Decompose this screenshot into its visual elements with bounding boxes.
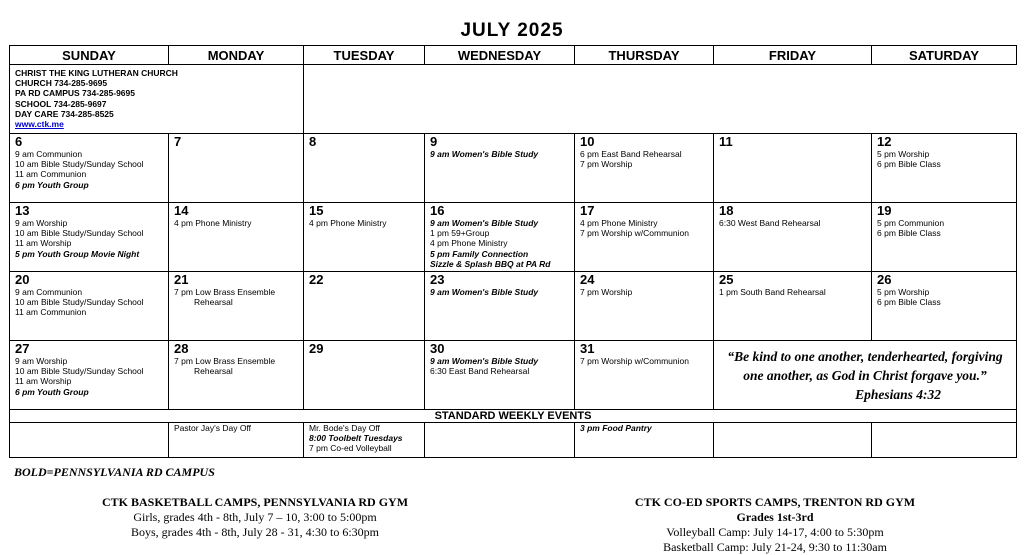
calendar-event: 5 pm Worship bbox=[877, 287, 930, 297]
calendar-event: 10 am Bible Study/Sunday School bbox=[15, 159, 144, 170]
day-events bbox=[430, 218, 569, 269]
standard-weekly-event: Pastor Jay's Day Off bbox=[174, 423, 252, 433]
day-events bbox=[174, 287, 298, 307]
day-number: 14 bbox=[174, 203, 189, 218]
basketball-camps-boys: Boys, grades 4th - 8th, July 28 - 31, 4:30 to 6:30pm bbox=[131, 525, 379, 539]
weekday-monday: MONDAY bbox=[169, 46, 304, 65]
scripture-quote-cell bbox=[714, 341, 1017, 410]
standard-weekly-event: 8:00 Toolbelt Tuesdays bbox=[309, 433, 403, 444]
calendar-event: 6 pm Bible Class bbox=[877, 159, 941, 170]
day-number: 8 bbox=[309, 134, 317, 149]
day-cell bbox=[304, 341, 425, 410]
standard-weekly-event: 7 pm Co-ed Volleyball bbox=[309, 443, 392, 454]
scripture-quote-line: one another, as God in Christ forgave you.” bbox=[743, 368, 987, 383]
day-events bbox=[15, 287, 163, 318]
day-cell bbox=[425, 272, 575, 341]
campus-legend: BOLD=PENNSYLVANIA RD CAMPUS bbox=[14, 465, 215, 479]
day-cell bbox=[10, 134, 169, 203]
week-row bbox=[10, 203, 1017, 272]
day-cell bbox=[10, 203, 169, 272]
basketball-camps-title: CTK BASKETBALL CAMPS, PENNSYLVANIA RD GYM bbox=[101, 495, 409, 509]
day-events bbox=[580, 218, 708, 238]
calendar-event: 10 am Bible Study/Sunday School bbox=[15, 228, 144, 239]
day-events bbox=[309, 218, 419, 228]
standard-weekly-cell bbox=[575, 423, 714, 458]
church-info-school: SCHOOL 734-285-9697 bbox=[15, 98, 107, 109]
calendar-event: 5 pm Communion bbox=[877, 218, 945, 228]
day-cell bbox=[169, 203, 304, 272]
week-row bbox=[10, 134, 1017, 203]
sports-camps bbox=[595, 495, 955, 555]
calendar-event: 9 am Women's Bible Study bbox=[430, 287, 539, 297]
basketball-camps bbox=[75, 495, 435, 540]
day-events bbox=[430, 287, 569, 297]
day-cell bbox=[425, 341, 575, 410]
day-number: 6 bbox=[15, 134, 23, 149]
church-info-pa-rd: PA RD CAMPUS 734-285-9695 bbox=[15, 88, 135, 99]
day-number: 20 bbox=[15, 272, 30, 287]
day-number: 30 bbox=[430, 341, 445, 356]
calendar-event: 10 am Bible Study/Sunday School bbox=[15, 297, 144, 308]
day-cell bbox=[169, 134, 304, 203]
calendar-event: 11 am Communion bbox=[15, 169, 87, 180]
weekday-header-row bbox=[10, 46, 1017, 65]
standard-weekly-header: STANDARD WEEKLY EVENTS bbox=[10, 410, 1017, 423]
calendar-event: 9 am Women's Bible Study bbox=[430, 218, 539, 228]
day-events bbox=[15, 356, 163, 397]
day-events bbox=[430, 149, 569, 159]
week-row bbox=[10, 65, 1017, 134]
church-info-daycare: DAY CARE 734-285-8525 bbox=[15, 108, 114, 119]
church-info bbox=[15, 65, 298, 129]
standard-weekly-header-row bbox=[10, 410, 1017, 423]
standard-weekly-events bbox=[309, 423, 419, 454]
calendar-event: 4 pm Phone Ministry bbox=[580, 218, 658, 228]
day-cell bbox=[575, 134, 714, 203]
calendar-event: 6 pm Youth Group bbox=[15, 386, 89, 397]
day-number: 15 bbox=[309, 203, 324, 218]
day-events bbox=[174, 218, 298, 228]
day-number: 18 bbox=[719, 203, 734, 218]
sports-camps-grades: Grades 1st-3rd bbox=[736, 510, 814, 524]
day-number: 10 bbox=[580, 134, 595, 149]
day-number: 17 bbox=[580, 203, 595, 218]
standard-weekly-cell bbox=[425, 423, 575, 458]
day-events bbox=[174, 356, 298, 376]
day-number: 19 bbox=[877, 203, 892, 218]
calendar-event: 9 am Communion bbox=[15, 287, 83, 297]
standard-weekly-event: Mr. Bode's Day Off bbox=[309, 423, 380, 433]
day-number: 22 bbox=[309, 272, 324, 287]
day-number: 31 bbox=[580, 341, 595, 356]
day-cell bbox=[169, 341, 304, 410]
calendar-event: 11 am Worship bbox=[15, 238, 72, 249]
calendar-event: 6 pm Youth Group bbox=[15, 179, 89, 190]
day-cell bbox=[304, 134, 425, 203]
calendar-event: Rehearsal bbox=[194, 366, 233, 377]
day-cell bbox=[10, 272, 169, 341]
sports-camps-title: CTK CO-ED SPORTS CAMPS, TRENTON RD GYM bbox=[634, 495, 916, 509]
scripture-quote bbox=[719, 341, 1011, 404]
day-cell bbox=[575, 341, 714, 410]
calendar-event: 9 am Women's Bible Study bbox=[430, 356, 539, 366]
calendar-event: 6:30 West Band Rehearsal bbox=[719, 218, 821, 228]
day-cell bbox=[575, 203, 714, 272]
day-events bbox=[430, 356, 569, 376]
standard-weekly-cell bbox=[872, 423, 1017, 458]
weekday-tuesday: TUESDAY bbox=[304, 46, 425, 65]
standard-weekly-cell bbox=[304, 423, 425, 458]
week-row bbox=[10, 341, 1017, 410]
standard-weekly-cell bbox=[10, 423, 169, 458]
basketball-camps-girls: Girls, grades 4th - 8th, July 7 – 10, 3:00 to 5:00pm bbox=[133, 510, 377, 524]
standard-weekly-events bbox=[174, 423, 298, 433]
calendar-event: 7 pm Worship w/Communion bbox=[580, 356, 689, 366]
calendar-title: JULY 2025 bbox=[460, 20, 564, 41]
calendar-table bbox=[9, 45, 1017, 458]
day-events bbox=[877, 218, 1011, 238]
church-info-church: CHRIST THE KING LUTHERAN CHURCH bbox=[15, 68, 178, 78]
day-number: 26 bbox=[877, 272, 892, 287]
day-number: 16 bbox=[430, 203, 445, 218]
day-number: 23 bbox=[430, 272, 445, 287]
calendar-event: 1 pm 59+Group bbox=[430, 228, 490, 239]
day-cell bbox=[10, 341, 169, 410]
day-cell bbox=[872, 272, 1017, 341]
day-cell bbox=[714, 272, 872, 341]
calendar-event: 9 am Women's Bible Study bbox=[430, 149, 539, 159]
day-cell bbox=[304, 203, 425, 272]
day-number: 29 bbox=[309, 341, 324, 356]
calendar-event: 6 pm Bible Class bbox=[877, 297, 941, 308]
church-info-cell bbox=[10, 65, 304, 134]
calendar-event: 11 am Worship bbox=[15, 376, 72, 387]
calendar-event: 6 pm Bible Class bbox=[877, 228, 941, 239]
day-events bbox=[719, 287, 866, 297]
day-cell bbox=[304, 272, 425, 341]
calendar-event: 10 am Bible Study/Sunday School bbox=[15, 366, 144, 377]
standard-weekly-cell bbox=[714, 423, 872, 458]
day-events bbox=[877, 149, 1011, 169]
calendar-event: 5 pm Youth Group Movie Night bbox=[15, 248, 140, 259]
calendar-event: 11 am Communion bbox=[15, 307, 87, 318]
calendar-event: 7 pm Worship w/Communion bbox=[580, 228, 689, 239]
calendar-event: 7 pm Low Brass Ensemble bbox=[174, 356, 276, 366]
calendar-event: 7 pm Worship bbox=[580, 159, 633, 170]
sports-camps-basketball: Basketball Camp: July 21-24, 9:30 to 11:30am bbox=[663, 540, 887, 554]
church-website-link[interactable]: www.ctk.me bbox=[15, 119, 64, 130]
calendar-event: 1 pm South Band Rehearsal bbox=[719, 287, 826, 297]
calendar-event: 9 am Worship bbox=[15, 218, 68, 228]
day-events bbox=[15, 149, 163, 190]
calendar-event: Rehearsal bbox=[194, 297, 233, 308]
scripture-reference: Ephesians 4:32 bbox=[855, 387, 941, 402]
day-cell bbox=[714, 203, 872, 272]
day-number: 7 bbox=[174, 134, 182, 149]
day-cell bbox=[872, 203, 1017, 272]
weekday-thursday: THURSDAY bbox=[575, 46, 714, 65]
weekday-wednesday: WEDNESDAY bbox=[425, 46, 575, 65]
calendar-event: 5 pm Family Connection bbox=[430, 248, 529, 259]
day-number: 12 bbox=[877, 134, 892, 149]
week-row bbox=[10, 272, 1017, 341]
calendar-event: 4 pm Phone Ministry bbox=[309, 218, 387, 228]
day-cell bbox=[872, 134, 1017, 203]
weekday-saturday: SATURDAY bbox=[872, 46, 1017, 65]
day-number: 24 bbox=[580, 272, 595, 287]
calendar-event: Sizzle & Splash BBQ at PA Rd bbox=[430, 258, 551, 269]
calendar-event: 5 pm Worship bbox=[877, 149, 930, 159]
church-info-church-phone: CHURCH 734-285-9695 bbox=[15, 78, 108, 89]
calendar-event: 6 pm East Band Rehearsal bbox=[580, 149, 682, 159]
calendar-event: 7 pm Low Brass Ensemble bbox=[174, 287, 276, 297]
day-number: 21 bbox=[174, 272, 189, 287]
calendar-event: 9 am Communion bbox=[15, 149, 83, 159]
standard-weekly-event: 3 pm Food Pantry bbox=[580, 423, 652, 433]
day-number: 27 bbox=[15, 341, 30, 356]
day-cell bbox=[425, 203, 575, 272]
calendar-event: 6:30 East Band Rehearsal bbox=[430, 366, 530, 377]
day-cell bbox=[425, 134, 575, 203]
standard-weekly-events bbox=[580, 423, 708, 433]
calendar-event: 4 pm Phone Ministry bbox=[430, 238, 508, 249]
day-cell bbox=[714, 134, 872, 203]
scripture-quote-line: “Be kind to one another, tenderhearted, forgiving bbox=[727, 349, 1003, 364]
day-cell bbox=[575, 272, 714, 341]
day-events bbox=[15, 218, 163, 259]
day-events bbox=[580, 149, 708, 169]
day-number: 9 bbox=[430, 134, 438, 149]
day-number: 11 bbox=[719, 134, 733, 149]
day-number: 13 bbox=[15, 203, 30, 218]
weekday-sunday: SUNDAY bbox=[10, 46, 169, 65]
day-cell bbox=[169, 272, 304, 341]
day-events bbox=[580, 356, 708, 366]
day-number: 25 bbox=[719, 272, 734, 287]
calendar-event: 7 pm Worship bbox=[580, 287, 633, 297]
calendar-event: 4 pm Phone Ministry bbox=[174, 218, 252, 228]
day-number: 28 bbox=[174, 341, 189, 356]
day-events bbox=[719, 218, 866, 228]
sports-camps-volleyball: Volleyball Camp: July 14-17, 4:00 to 5:30pm bbox=[666, 525, 884, 539]
calendar-event: 9 am Worship bbox=[15, 356, 68, 366]
day-events bbox=[580, 287, 708, 297]
weekday-friday: FRIDAY bbox=[714, 46, 872, 65]
standard-weekly-cell bbox=[169, 423, 304, 458]
standard-weekly-row bbox=[10, 423, 1017, 458]
day-events bbox=[877, 287, 1011, 307]
